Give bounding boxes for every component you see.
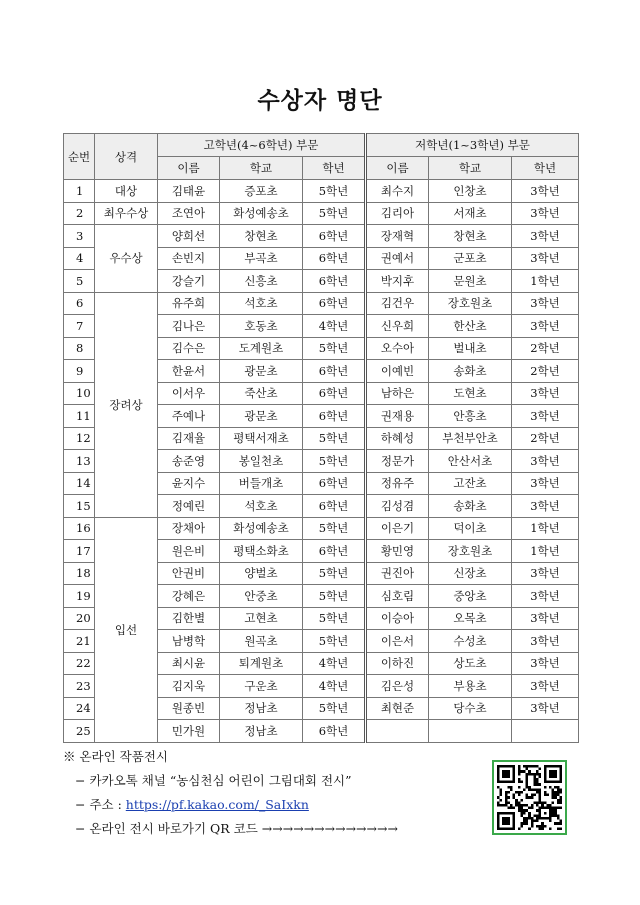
upper-name-cell: 송준영 <box>158 450 220 473</box>
upper-school-cell: 정남초 <box>220 697 303 720</box>
lower-name-cell: 이하진 <box>366 652 429 675</box>
lower-group-header: 저학년(1~3학년) 부문 <box>366 134 579 157</box>
upper-school-cell: 도계원초 <box>220 337 303 360</box>
lower-name-cell: 이은기 <box>366 517 429 540</box>
upper-grade-cell: 4학년 <box>303 675 366 698</box>
upper-grade-cell: 5학년 <box>303 517 366 540</box>
lower-school-cell: 송화초 <box>429 360 512 383</box>
upper-school-cell: 석호초 <box>220 292 303 315</box>
upper-name-cell: 민가원 <box>158 720 220 743</box>
lower-grade-cell: 3학년 <box>512 607 579 630</box>
lower-grade-cell: 3학년 <box>512 292 579 315</box>
lower-school-cell: 도현초 <box>429 382 512 405</box>
upper-grade-cell: 5학년 <box>303 697 366 720</box>
upper-name-cell: 강혜은 <box>158 585 220 608</box>
lower-school-cell: 상도초 <box>429 652 512 675</box>
upper-grade-cell: 6학년 <box>303 270 366 293</box>
lower-name-cell: 권예서 <box>366 247 429 270</box>
lower-name-cell: 최현준 <box>366 697 429 720</box>
lower-name-cell: 정문가 <box>366 450 429 473</box>
address-label: − 주소 : <box>75 797 126 812</box>
award-cell: 입선 <box>95 517 158 742</box>
upper-grade-cell: 6학년 <box>303 247 366 270</box>
upper-grade-cell: 6학년 <box>303 292 366 315</box>
upper-name-cell: 강슬기 <box>158 270 220 293</box>
awardees-table <box>63 133 579 743</box>
col-no-header: 순번 <box>64 134 95 180</box>
upper-grade-cell: 6학년 <box>303 495 366 518</box>
upper-grade-cell: 5학년 <box>303 585 366 608</box>
upper-school-cell: 양벌초 <box>220 562 303 585</box>
lower-grade-cell: 1학년 <box>512 517 579 540</box>
lower-school-cell: 인창초 <box>429 180 512 203</box>
lower-grade-cell: 3학년 <box>512 630 579 653</box>
row-number-cell: 22 <box>64 652 95 675</box>
upper-school-cell: 원곡초 <box>220 630 303 653</box>
upper-name-cell: 장채아 <box>158 517 220 540</box>
upper-school-cell: 안중초 <box>220 585 303 608</box>
lower-school-cell: 수성초 <box>429 630 512 653</box>
lower-name-cell: 남하은 <box>366 382 429 405</box>
upper-name-cell: 정예린 <box>158 495 220 518</box>
row-number-cell: 8 <box>64 337 95 360</box>
upper-grade-cell: 5학년 <box>303 630 366 653</box>
lower-grade-cell: 3학년 <box>512 382 579 405</box>
upper-grade-cell: 6학년 <box>303 720 366 743</box>
lower-name-cell: 오수아 <box>366 337 429 360</box>
lower-school-cell: 한산초 <box>429 315 512 338</box>
lower-grade-cell: 3학년 <box>512 225 579 248</box>
upper-name-cell: 원종빈 <box>158 697 220 720</box>
upper-school-cell: 창현초 <box>220 225 303 248</box>
lower-grade-cell: 2학년 <box>512 427 579 450</box>
lower-name-header: 이름 <box>366 157 429 180</box>
lower-school-cell: 중앙초 <box>429 585 512 608</box>
upper-grade-cell: 6학년 <box>303 472 366 495</box>
upper-name-cell: 주예나 <box>158 405 220 428</box>
upper-school-cell: 고현초 <box>220 607 303 630</box>
lower-school-cell: 장호원초 <box>429 540 512 563</box>
notes-heading: ※ 온라인 작품전시 <box>63 749 168 764</box>
lower-name-cell <box>366 720 429 743</box>
award-cell: 우수상 <box>95 225 158 293</box>
qr-code-icon[interactable] <box>492 760 567 835</box>
upper-school-cell: 석호초 <box>220 495 303 518</box>
table-row <box>64 292 579 315</box>
lower-grade-cell: 3학년 <box>512 450 579 473</box>
row-number-cell: 7 <box>64 315 95 338</box>
lower-grade-cell: 2학년 <box>512 360 579 383</box>
row-number-cell: 23 <box>64 675 95 698</box>
upper-name-cell: 최시윤 <box>158 652 220 675</box>
lower-school-cell: 부용초 <box>429 675 512 698</box>
notes-qr-line: − 온라인 전시 바로가기 QR 코드 →→→→→→→→→→→→→ <box>75 821 398 836</box>
upper-grade-cell: 4학년 <box>303 315 366 338</box>
row-number-cell: 6 <box>64 292 95 315</box>
lower-school-cell: 덕이초 <box>429 517 512 540</box>
lower-name-cell: 최수지 <box>366 180 429 203</box>
lower-name-cell: 김리아 <box>366 202 429 225</box>
lower-school-cell <box>429 720 512 743</box>
upper-grade-cell: 6학년 <box>303 225 366 248</box>
lower-name-cell: 권진아 <box>366 562 429 585</box>
upper-school-cell: 광문초 <box>220 405 303 428</box>
lower-school-cell: 문원초 <box>429 270 512 293</box>
row-number-cell: 12 <box>64 427 95 450</box>
row-number-cell: 10 <box>64 382 95 405</box>
upper-grade-cell: 6학년 <box>303 382 366 405</box>
row-number-cell: 9 <box>64 360 95 383</box>
upper-grade-cell: 5학년 <box>303 337 366 360</box>
upper-grade-cell: 6학년 <box>303 540 366 563</box>
row-number-cell: 13 <box>64 450 95 473</box>
lower-grade-cell: 1학년 <box>512 270 579 293</box>
lower-school-cell: 고잔초 <box>429 472 512 495</box>
upper-grade-cell: 4학년 <box>303 652 366 675</box>
upper-name-cell: 한윤서 <box>158 360 220 383</box>
lower-name-cell: 하혜성 <box>366 427 429 450</box>
lower-name-cell: 김건우 <box>366 292 429 315</box>
lower-school-cell: 군포초 <box>429 247 512 270</box>
table-row <box>64 202 579 225</box>
row-number-cell: 15 <box>64 495 95 518</box>
upper-group-header: 고학년(4~6학년) 부문 <box>158 134 366 157</box>
notes-address-line <box>63 793 398 817</box>
table-row <box>64 180 579 203</box>
lower-grade-cell: 3학년 <box>512 202 579 225</box>
upper-name-cell: 김수은 <box>158 337 220 360</box>
lower-school-cell: 신장초 <box>429 562 512 585</box>
upper-school-cell: 죽산초 <box>220 382 303 405</box>
upper-school-cell: 봉일천초 <box>220 450 303 473</box>
lower-grade-cell: 3학년 <box>512 697 579 720</box>
upper-school-cell: 구운초 <box>220 675 303 698</box>
lower-school-cell: 서재초 <box>429 202 512 225</box>
kakao-channel-link[interactable]: https://pf.kakao.com/_SaIxkn <box>125 797 309 812</box>
lower-grade-cell: 3학년 <box>512 562 579 585</box>
upper-grade-cell: 6학년 <box>303 360 366 383</box>
row-number-cell: 11 <box>64 405 95 428</box>
lower-school-cell: 안흥초 <box>429 405 512 428</box>
upper-name-header: 이름 <box>158 157 220 180</box>
row-number-cell: 25 <box>64 720 95 743</box>
row-number-cell: 17 <box>64 540 95 563</box>
upper-name-cell: 조연아 <box>158 202 220 225</box>
lower-school-header: 학교 <box>429 157 512 180</box>
upper-school-cell: 화성예송초 <box>220 517 303 540</box>
row-number-cell: 21 <box>64 630 95 653</box>
lower-school-cell: 창현초 <box>429 225 512 248</box>
upper-name-cell: 이서우 <box>158 382 220 405</box>
upper-name-cell: 김재율 <box>158 427 220 450</box>
upper-name-cell: 김한별 <box>158 607 220 630</box>
upper-school-cell: 버들개초 <box>220 472 303 495</box>
upper-grade-cell: 5학년 <box>303 562 366 585</box>
upper-grade-header: 학년 <box>303 157 366 180</box>
lower-school-cell: 장호원초 <box>429 292 512 315</box>
lower-grade-cell: 3학년 <box>512 675 579 698</box>
upper-grade-cell: 5학년 <box>303 607 366 630</box>
upper-name-cell: 김지욱 <box>158 675 220 698</box>
lower-grade-cell: 3학년 <box>512 405 579 428</box>
online-exhibition-notes <box>63 745 398 841</box>
upper-name-cell: 안권비 <box>158 562 220 585</box>
lower-name-cell: 심호림 <box>366 585 429 608</box>
table-row <box>64 225 579 248</box>
lower-grade-cell: 3학년 <box>512 247 579 270</box>
lower-grade-cell: 3학년 <box>512 472 579 495</box>
table-row <box>64 517 579 540</box>
upper-school-cell: 평택서재초 <box>220 427 303 450</box>
lower-grade-cell: 2학년 <box>512 337 579 360</box>
lower-name-cell: 권재용 <box>366 405 429 428</box>
lower-grade-cell <box>512 720 579 743</box>
upper-school-cell: 신흥초 <box>220 270 303 293</box>
upper-name-cell: 원은비 <box>158 540 220 563</box>
col-award-header: 상격 <box>95 134 158 180</box>
lower-name-cell: 박지후 <box>366 270 429 293</box>
upper-school-cell: 광문초 <box>220 360 303 383</box>
lower-grade-cell: 3학년 <box>512 315 579 338</box>
upper-school-cell: 화성예송초 <box>220 202 303 225</box>
award-cell: 대상 <box>95 180 158 203</box>
row-number-cell: 2 <box>64 202 95 225</box>
row-number-cell: 24 <box>64 697 95 720</box>
lower-grade-cell: 3학년 <box>512 585 579 608</box>
lower-school-cell: 안산서초 <box>429 450 512 473</box>
lower-school-cell: 오목초 <box>429 607 512 630</box>
lower-grade-header: 학년 <box>512 157 579 180</box>
upper-grade-cell: 5학년 <box>303 450 366 473</box>
upper-name-cell: 김태윤 <box>158 180 220 203</box>
page-title: 수상자 명단 <box>257 88 383 114</box>
lower-name-cell: 김은성 <box>366 675 429 698</box>
row-number-cell: 14 <box>64 472 95 495</box>
upper-school-header: 학교 <box>220 157 303 180</box>
upper-school-cell: 증포초 <box>220 180 303 203</box>
upper-school-cell: 퇴계원초 <box>220 652 303 675</box>
lower-school-cell: 당수초 <box>429 697 512 720</box>
lower-name-cell: 이승아 <box>366 607 429 630</box>
row-number-cell: 20 <box>64 607 95 630</box>
upper-name-cell: 손빈지 <box>158 247 220 270</box>
lower-grade-cell: 3학년 <box>512 495 579 518</box>
upper-name-cell: 윤지수 <box>158 472 220 495</box>
upper-grade-cell: 5학년 <box>303 202 366 225</box>
upper-name-cell: 유주희 <box>158 292 220 315</box>
row-number-cell: 1 <box>64 180 95 203</box>
row-number-cell: 3 <box>64 225 95 248</box>
upper-name-cell: 남병학 <box>158 630 220 653</box>
lower-name-cell: 정유주 <box>366 472 429 495</box>
upper-school-cell: 부곡초 <box>220 247 303 270</box>
upper-school-cell: 평택소화초 <box>220 540 303 563</box>
upper-grade-cell: 6학년 <box>303 405 366 428</box>
table-body <box>64 180 579 743</box>
row-number-cell: 16 <box>64 517 95 540</box>
lower-school-cell: 송화초 <box>429 495 512 518</box>
upper-name-cell: 양희선 <box>158 225 220 248</box>
lower-name-cell: 장재혁 <box>366 225 429 248</box>
upper-grade-cell: 5학년 <box>303 180 366 203</box>
lower-name-cell: 황민영 <box>366 540 429 563</box>
upper-school-cell: 정남초 <box>220 720 303 743</box>
lower-school-cell: 벌내초 <box>429 337 512 360</box>
lower-name-cell: 신우희 <box>366 315 429 338</box>
lower-grade-cell: 3학년 <box>512 652 579 675</box>
lower-name-cell: 이은서 <box>366 630 429 653</box>
row-number-cell: 19 <box>64 585 95 608</box>
lower-grade-cell: 1학년 <box>512 540 579 563</box>
lower-name-cell: 김성겸 <box>366 495 429 518</box>
notes-channel-line: − 카카오톡 채널 “농심천심 어린이 그림대회 전시” <box>75 773 352 788</box>
row-number-cell: 4 <box>64 247 95 270</box>
award-cell: 장려상 <box>95 292 158 517</box>
row-number-cell: 18 <box>64 562 95 585</box>
lower-grade-cell: 3학년 <box>512 180 579 203</box>
lower-name-cell: 이예빈 <box>366 360 429 383</box>
upper-grade-cell: 5학년 <box>303 427 366 450</box>
upper-school-cell: 호동초 <box>220 315 303 338</box>
award-cell: 최우수상 <box>95 202 158 225</box>
row-number-cell: 5 <box>64 270 95 293</box>
upper-name-cell: 김나은 <box>158 315 220 338</box>
lower-school-cell: 부천부안초 <box>429 427 512 450</box>
